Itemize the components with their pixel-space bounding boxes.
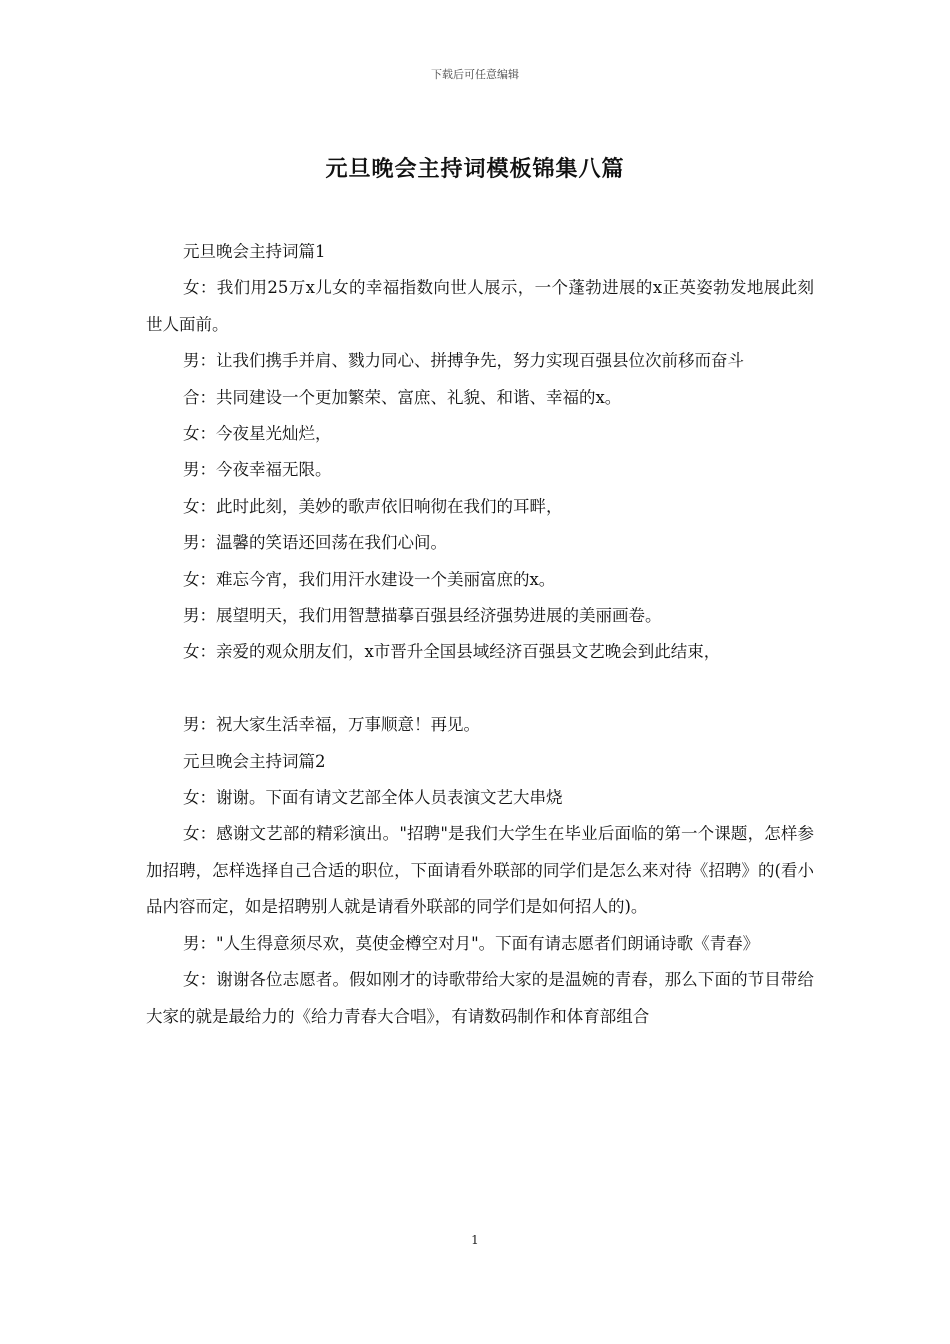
paragraph: 男：今夜幸福无限。 [183, 460, 332, 480]
paragraph: 合：共同建设一个更加繁荣、富庶、礼貌、和谐、幸福的x。 [183, 387, 622, 407]
paragraph: 女：亲爱的观众朋友们，x市晋升全国县域经济百强县文艺晚会到此结束， [183, 642, 721, 662]
section-heading: 元旦晚会主持词篇1 [183, 242, 326, 261]
header-note: 下载后可任意编辑 [431, 68, 519, 81]
document-title: 元旦晚会主持词模板锦集八篇 [325, 156, 625, 182]
paragraph: 女：此时此刻，美妙的歌声依旧响彻在我们的耳畔， [183, 496, 563, 516]
paragraph: 女：谢谢各位志愿者。假如刚才的诗歌带给大家的是温婉的青春，那么下面的节目带给大家的就是最给力的《给力青春大合唱》，有请数码制作和体育部组合 [146, 970, 814, 1026]
paragraph: 男：让我们携手并肩、戮力同心、拼搏争先，努力实现百强县位次前移而奋斗 [183, 351, 744, 371]
page-number: 1 [471, 1233, 479, 1247]
paragraph: 男：祝大家生活幸福，万事顺意！再见。 [183, 715, 480, 735]
paragraph: 女：我们用25万x儿女的幸福指数向世人展示，一个蓬勃进展的x正英姿勃发地展此刻世人面前。 [146, 278, 814, 334]
paragraph: 男：展望明天，我们用智慧描摹百强县经济强势进展的美丽画卷。 [183, 606, 662, 626]
paragraph: 女：难忘今宵，我们用汗水建设一个美丽富庶的x。 [183, 569, 556, 589]
paragraph: 女：感谢文艺部的精彩演出。"招聘"是我们大学生在毕业后面临的第一个课题，怎样参加招聘，怎样选择自己合适的职位，下面请看外联部的同学们是怎么来对待《招聘》的(看小品内容而定，如是招聘别人就是请看外联部的同学们是如何招人的)。 [146, 824, 814, 917]
paragraph: 女：今夜星光灿烂， [183, 424, 332, 444]
section-heading: 元旦晚会主持词篇2 [183, 751, 326, 771]
document-body [146, 234, 814, 1035]
paragraph: 男：温馨的笑语还回荡在我们心间。 [183, 533, 447, 553]
paragraph: 男："人生得意须尽欢，莫使金樽空对月"。下面有请志愿者们朗诵诗歌《青春》 [183, 933, 760, 953]
blank-line [146, 671, 814, 707]
paragraph: 女：谢谢。下面有请文艺部全体人员表演文艺大串烧 [183, 788, 563, 808]
